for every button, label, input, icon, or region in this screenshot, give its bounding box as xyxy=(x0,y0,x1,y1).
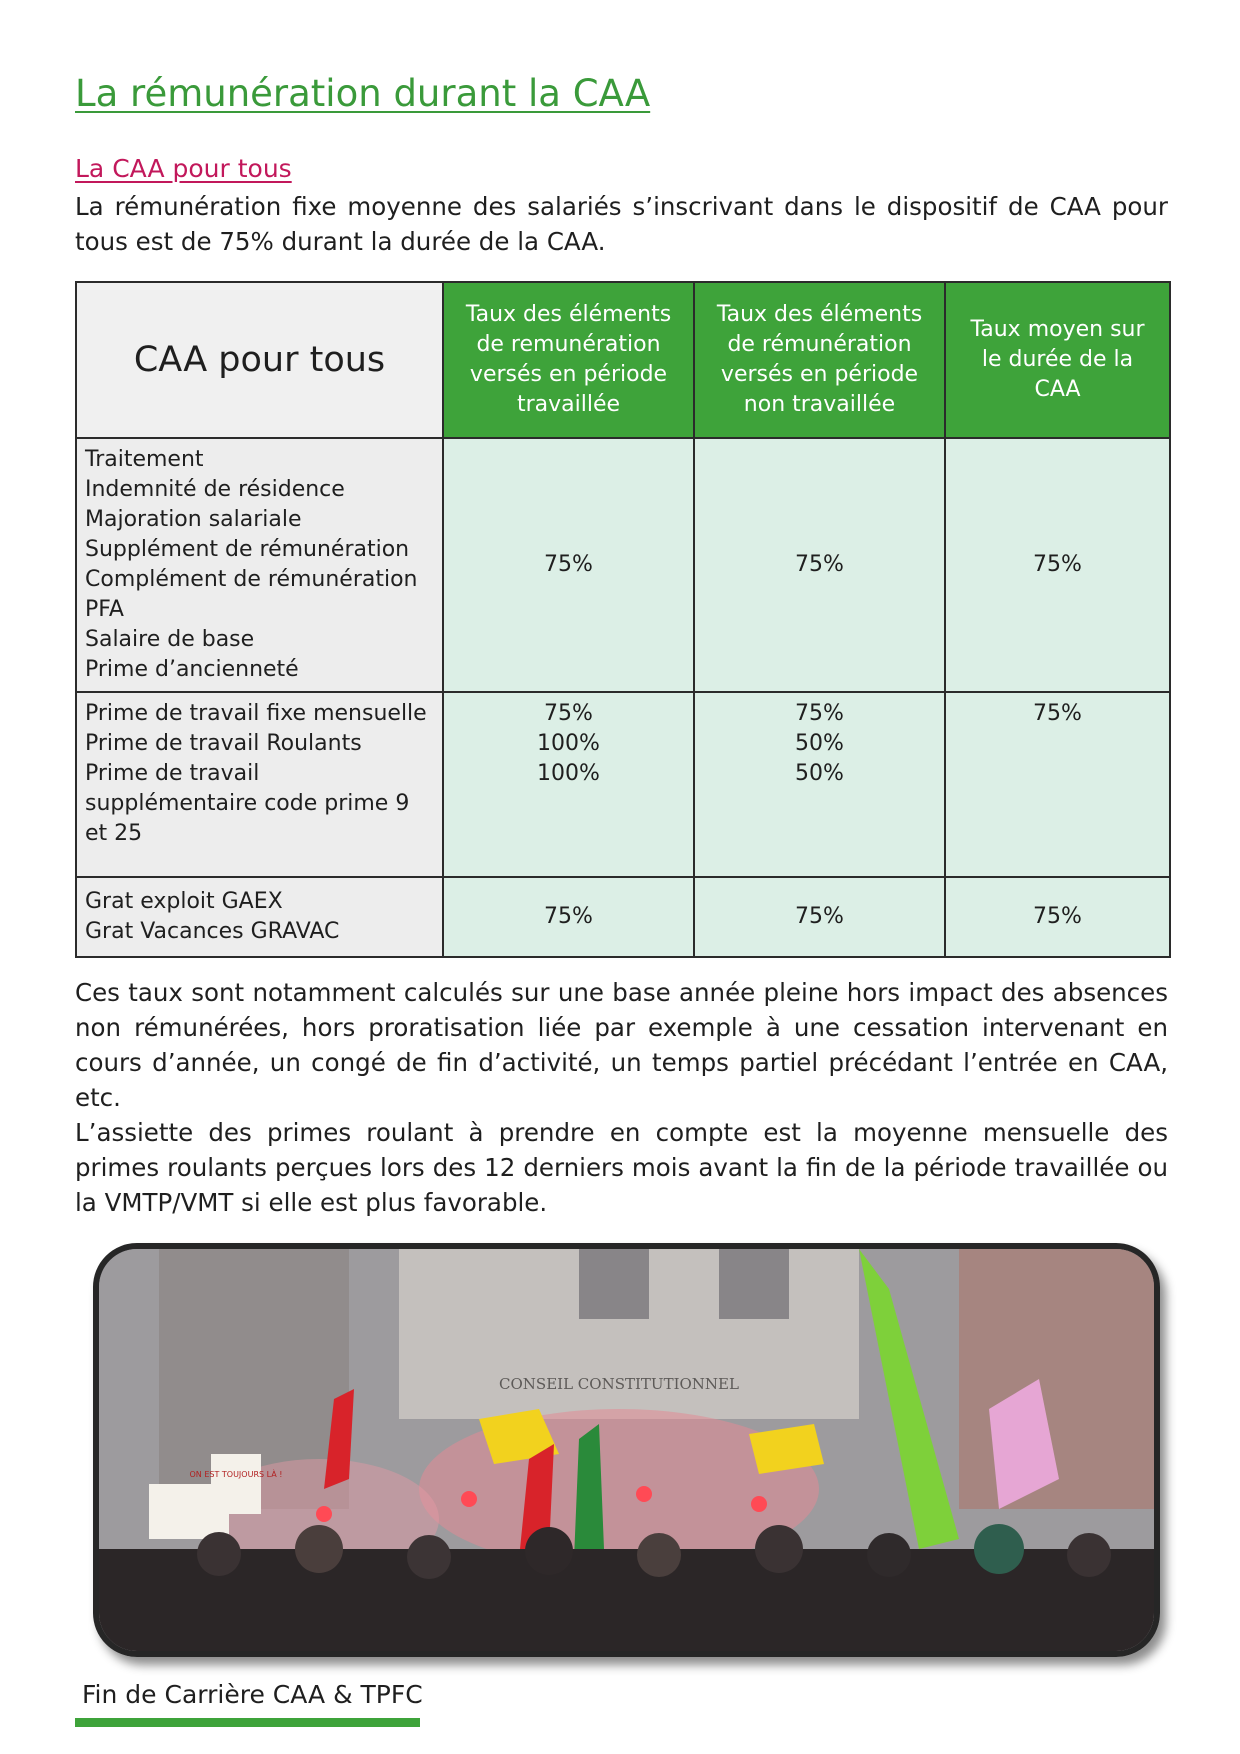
flare xyxy=(636,1486,652,1502)
flare xyxy=(751,1496,767,1512)
row-label: Grat Vacances GRAVAC xyxy=(85,919,340,944)
protest-sign-text: ON EST TOUJOURS LÀ ! xyxy=(189,1470,283,1479)
row-labels xyxy=(76,877,443,957)
rate-cell xyxy=(694,438,945,692)
table-row xyxy=(76,438,1170,692)
rate-value: 75% xyxy=(544,552,593,577)
row-label: Complément de rémunération xyxy=(85,567,418,592)
row-label: Prime de travail Roulants xyxy=(85,731,362,756)
rate-value: 100% xyxy=(537,731,600,756)
table-header-col1: Taux des éléments de remunération versés en période travaillée xyxy=(443,282,694,438)
protest-photo xyxy=(93,1243,1160,1657)
rate-value: 50% xyxy=(795,761,844,786)
rate-value: 50% xyxy=(795,731,844,756)
protest-sign xyxy=(149,1484,229,1539)
rate-value: 75% xyxy=(795,904,844,929)
row-label: Prime de travail supplémentaire code prime 9 et 25 xyxy=(85,761,410,846)
rate-cell xyxy=(945,438,1170,692)
body-paragraph: Ces taux sont notamment calculés sur une base année pleine hors impact des absences non rémunérées, hors proratisation liée par exemple à une cessation intervenant en cours d’année, un congé de fin d’activité, un temps partiel précédant l’entrée en CAA, etc. xyxy=(75,978,1168,1112)
row-label: Indemnité de résidence xyxy=(85,477,345,502)
rate-value: 75% xyxy=(544,701,593,726)
row-labels xyxy=(76,438,443,692)
flare xyxy=(461,1491,477,1507)
row-label: PFA xyxy=(85,597,124,622)
rate-cell xyxy=(443,692,694,877)
rate-cell xyxy=(945,692,1170,877)
table-header-col3: Taux moyen sur le durée de la CAA xyxy=(945,282,1170,438)
row-label: Majoration salariale xyxy=(85,507,302,532)
intro-paragraph: La rémunération fixe moyenne des salariés s’inscrivant dans le dispositif de CAA pour tous est de 75% durant la durée de la CAA. xyxy=(75,192,1168,256)
table-row xyxy=(76,692,1170,877)
rate-value: 100% xyxy=(537,761,600,786)
rate-cell xyxy=(443,877,694,957)
rate-value: 75% xyxy=(795,552,844,577)
row-label: Prime de travail fixe mensuelle xyxy=(85,701,427,726)
section-title: La CAA pour tous xyxy=(75,154,292,183)
building-inscription: CONSEIL CONSTITUTIONNEL xyxy=(499,1375,739,1393)
body-paragraph: L’assiette des primes roulant à prendre en compte est la moyenne mensuelle des primes roulants perçues lors des 12 derniers mois avant la fin de la période travaillée ou la VMTP/VMT si elle est plus favorable. xyxy=(75,1118,1168,1217)
page-title: La rémunération durant la CAA xyxy=(75,72,651,115)
table-header-main: CAA pour tous xyxy=(76,282,443,438)
table-header-row xyxy=(76,282,1170,438)
rate-value: 75% xyxy=(1033,701,1082,726)
table-row xyxy=(76,877,1170,957)
footer-title: Fin de Carrière CAA & TPFC xyxy=(82,1680,423,1709)
row-label: Grat exploit GAEX xyxy=(85,889,283,914)
row-labels xyxy=(76,692,443,877)
body-text xyxy=(75,975,1168,1220)
rate-cell xyxy=(443,438,694,692)
protest-photo-illustration xyxy=(99,1249,1154,1651)
footer-rule xyxy=(75,1718,420,1727)
rate-cell xyxy=(694,692,945,877)
rate-cell xyxy=(945,877,1170,957)
rate-value: 75% xyxy=(1033,904,1082,929)
rate-value: 75% xyxy=(1033,552,1082,577)
row-label: Supplément de rémunération xyxy=(85,537,410,562)
rate-value: 75% xyxy=(544,904,593,929)
row-label: Traitement xyxy=(85,447,204,472)
row-label: Salaire de base xyxy=(85,627,255,652)
rate-cell xyxy=(694,877,945,957)
row-label: Prime d’ancienneté xyxy=(85,657,299,682)
flare xyxy=(316,1506,332,1522)
rates-table xyxy=(75,281,1171,958)
table-header-col2: Taux des éléments de rémunération versés en période non travaillée xyxy=(694,282,945,438)
rate-value: 75% xyxy=(795,701,844,726)
